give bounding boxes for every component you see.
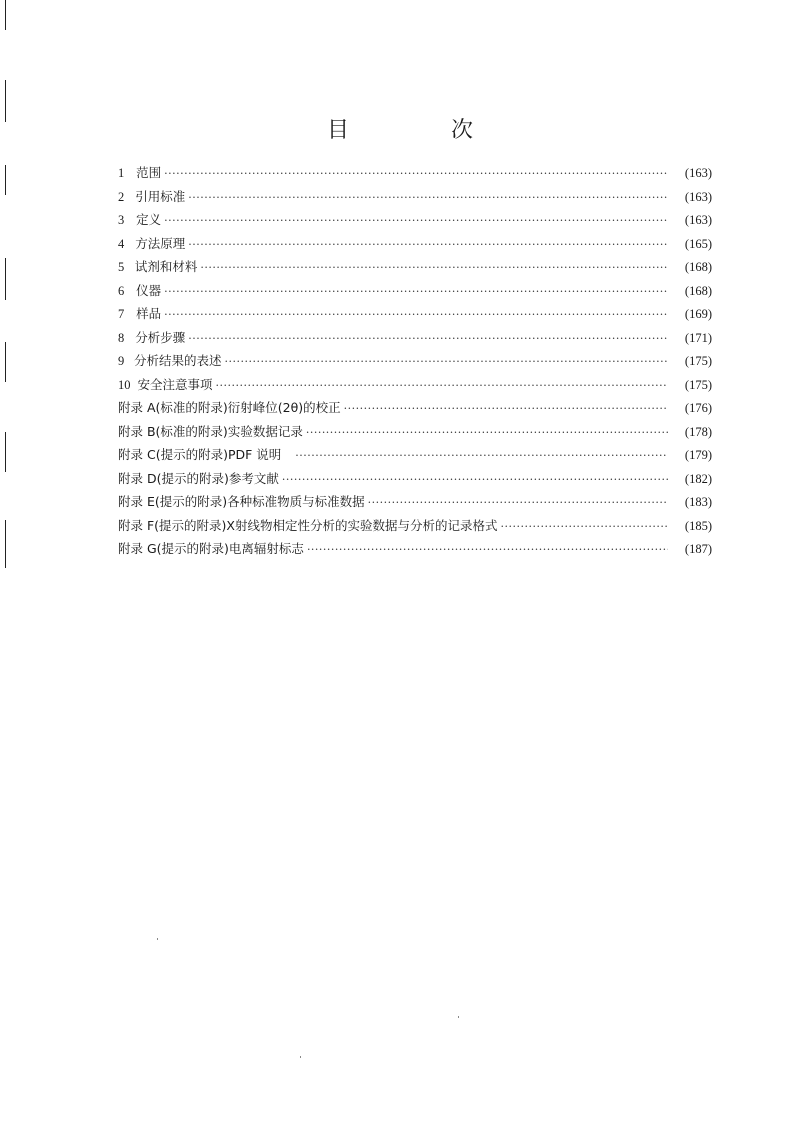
toc-entry-scope[interactable]: [118, 163, 712, 187]
appendix-designation: 附录 D(提示的附录): [118, 470, 229, 486]
toc-entry-page: (178): [684, 424, 712, 439]
toc-entry-title: 分析结果的表述: [133, 353, 222, 368]
toc-entry-page: (182): [684, 471, 712, 486]
toc-appendix-c[interactable]: [118, 445, 712, 469]
toc-entry-procedure[interactable]: [118, 328, 712, 352]
scan-speck: [300, 1056, 301, 1058]
toc-entry-page: (183): [684, 495, 712, 509]
toc-appendix-f[interactable]: [118, 516, 712, 540]
toc-entry-number: 6: [118, 283, 125, 298]
toc-appendix-d[interactable]: [118, 469, 712, 493]
toc-entry-principle[interactable]: [118, 234, 712, 258]
toc-entry-definitions[interactable]: [118, 210, 712, 234]
toc-entry-title: 衍射峰位(2θ)的校正: [227, 400, 341, 415]
dot-leader: [295, 449, 668, 462]
toc-entry-number: 3: [118, 213, 125, 227]
toc-entry-title: 电离辐射标志: [228, 541, 304, 556]
toc-entry-title: PDF 说明: [227, 447, 282, 462]
appendix-designation: 附录 C(提示的附录): [118, 447, 228, 462]
dot-leader: [307, 543, 668, 556]
toc-entry-title: 实验数据记录: [227, 423, 303, 439]
toc-entry-title: 各种标准物质与标准数据: [227, 494, 365, 509]
toc-entry-page: (175): [684, 354, 712, 368]
toc-entry-results[interactable]: [118, 351, 712, 375]
dot-leader: [501, 520, 669, 533]
toc-entry-title: 参考文献: [228, 470, 279, 486]
toc-appendix-g[interactable]: [118, 539, 712, 563]
scan-speck: [458, 1016, 459, 1018]
toc-entry-page: (175): [684, 377, 712, 392]
appendix-designation: 附录 G(提示的附录): [118, 541, 229, 556]
toc-appendix-a[interactable]: [118, 398, 712, 422]
toc-entry-title: 方法原理: [135, 235, 186, 251]
scan-margin-mark: [5, 258, 6, 300]
dot-leader: [282, 473, 668, 486]
appendix-designation: 附录 A(标准的附录): [118, 400, 228, 415]
dot-leader: [164, 308, 668, 321]
table-of-contents: [118, 163, 712, 563]
toc-entry-number: 5: [118, 260, 125, 274]
toc-entry-title: 范围: [136, 165, 162, 180]
page-title: 目 次: [326, 118, 513, 143]
toc-entry-page: (163): [684, 189, 712, 204]
toc-entry-number: 9: [118, 354, 125, 368]
toc-entry-page: (179): [684, 448, 712, 462]
dot-leader: [164, 285, 668, 298]
scan-margin-mark: [5, 432, 6, 472]
dot-leader: [188, 332, 668, 345]
toc-entry-samples[interactable]: [118, 304, 712, 328]
scan-speck: [157, 938, 158, 940]
appendix-designation: 附录 E(提示的附录): [118, 494, 228, 509]
dot-leader: [164, 167, 668, 180]
toc-entry-title: 仪器: [136, 282, 162, 298]
toc-entry-title: 分析步骤: [135, 329, 186, 345]
toc-entry-title: 定义: [136, 212, 162, 227]
toc-entry-title: X射线物相定性分析的实验数据与分析的记录格式: [226, 517, 498, 533]
toc-entry-number: 4: [118, 236, 125, 251]
dot-leader: [224, 355, 668, 368]
scan-margin-mark: [5, 520, 6, 568]
toc-entry-page: (187): [684, 542, 712, 556]
dot-leader: [188, 238, 668, 251]
toc-entry-number: 1: [118, 166, 125, 180]
toc-entry-number: 7: [118, 307, 125, 321]
toc-entry-page: (168): [684, 283, 712, 298]
toc-entry-page: (165): [684, 236, 712, 251]
toc-entry-references[interactable]: [118, 187, 712, 211]
dot-leader: [306, 426, 668, 439]
toc-entry-safety[interactable]: [118, 375, 712, 399]
dot-leader: [368, 496, 668, 509]
toc-entry-page: (171): [684, 330, 712, 345]
toc-entry-number: 10: [118, 377, 131, 392]
appendix-designation: 附录 B(标准的附录): [118, 423, 228, 439]
dot-leader: [344, 402, 668, 415]
toc-entry-title: 试剂和材料: [134, 259, 198, 274]
toc-entry-title: 引用标准: [135, 188, 186, 204]
scan-margin-mark: [5, 342, 6, 382]
scan-margin-mark: [5, 165, 6, 195]
dot-leader: [216, 379, 668, 392]
toc-appendix-e[interactable]: [118, 492, 712, 516]
toc-entry-apparatus[interactable]: [118, 281, 712, 305]
toc-entry-page: (185): [684, 518, 712, 533]
toc-entry-page: (168): [684, 260, 712, 274]
toc-entry-number: 8: [118, 330, 125, 345]
toc-entry-page: (163): [684, 213, 712, 227]
toc-entry-reagents[interactable]: [118, 257, 712, 281]
toc-entry-page: (169): [684, 307, 712, 321]
toc-entry-page: (176): [684, 401, 712, 415]
dot-leader: [188, 191, 668, 204]
appendix-designation: 附录 F(提示的附录): [118, 517, 227, 533]
toc-entry-title: 安全注意事项: [137, 376, 213, 392]
dot-leader: [200, 261, 668, 274]
toc-entry-title: 样品: [136, 306, 162, 321]
toc-appendix-b[interactable]: [118, 422, 712, 446]
scan-margin-mark: [5, 0, 6, 30]
toc-entry-page: (163): [684, 166, 712, 180]
toc-entry-number: 2: [118, 189, 125, 204]
dot-leader: [164, 214, 668, 227]
